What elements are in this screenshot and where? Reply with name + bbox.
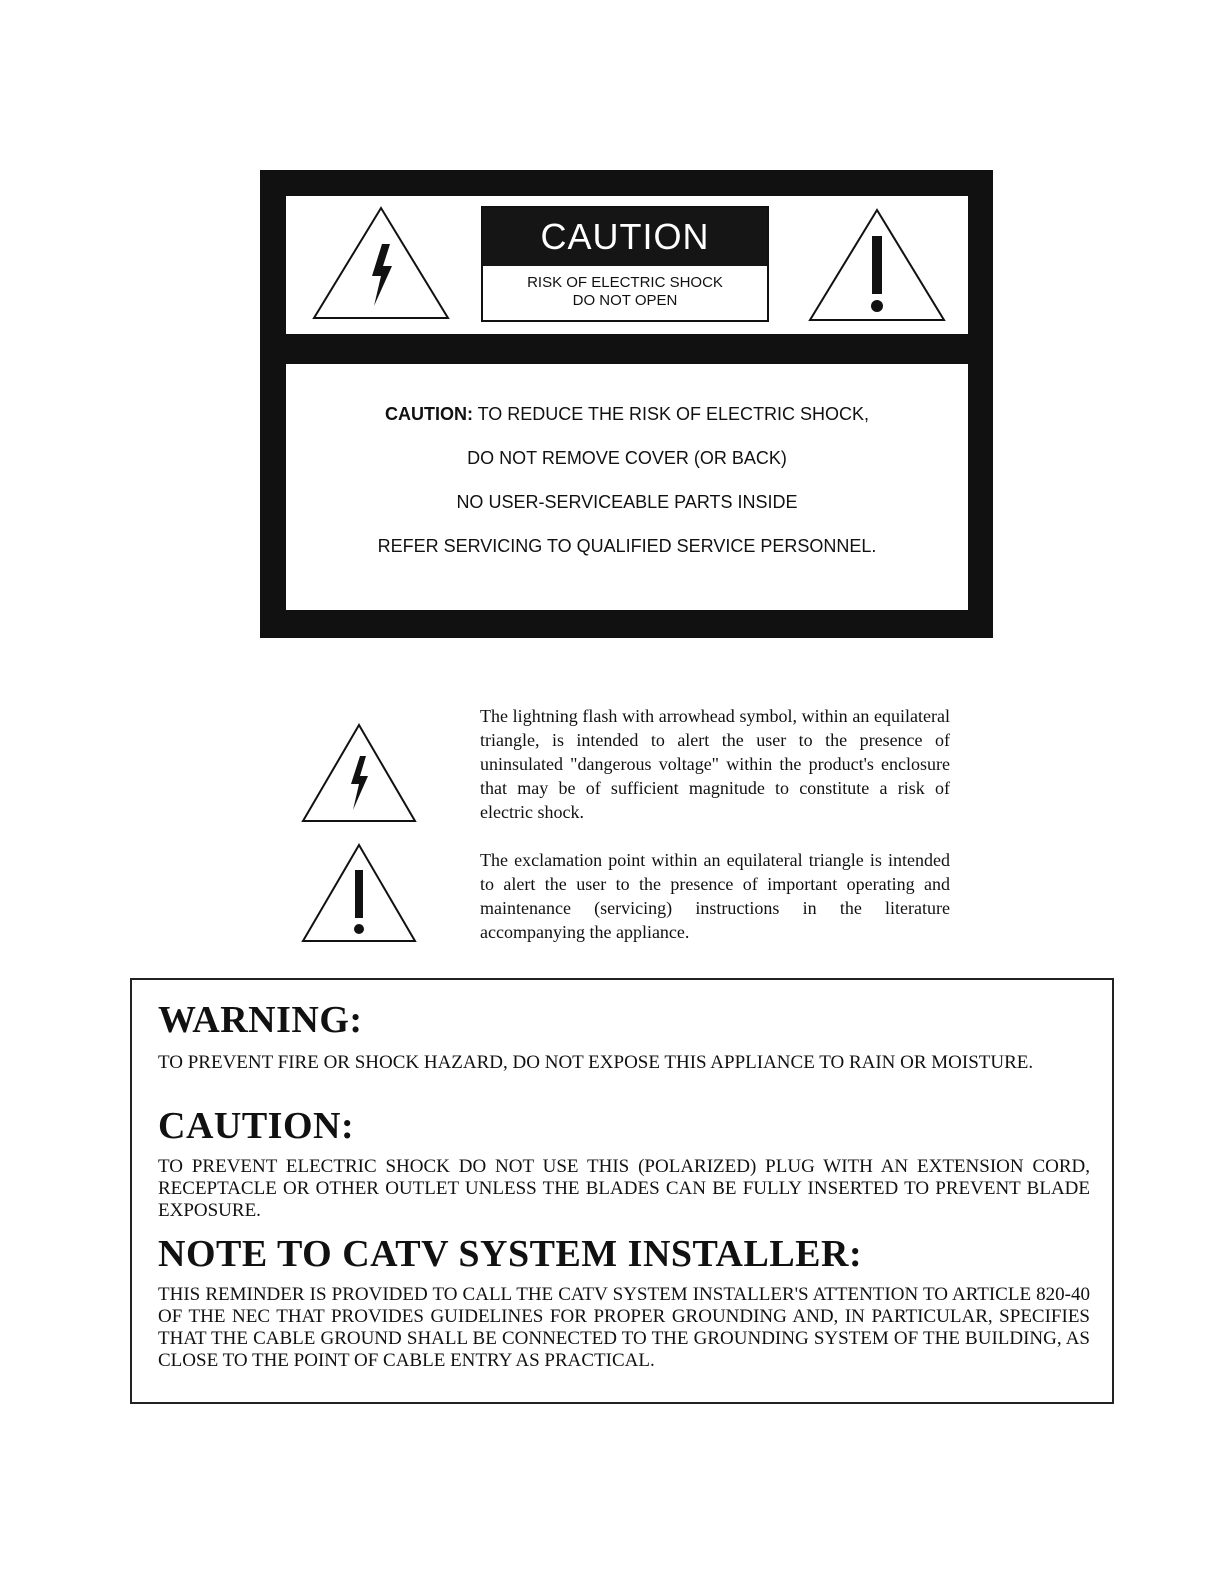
caution-label-header: [286, 196, 968, 334]
lightning-triangle-icon: [310, 204, 452, 322]
exclamation-symbol-text: The exclamation point within an equilateral triangle is intended to alert the user to the presence of important operating and maintenance (servicing) instructions in the literature accompanying the appliance.: [480, 850, 950, 942]
warning-heading: WARNING:: [158, 999, 363, 1041]
exclamation-triangle-icon: [300, 842, 418, 944]
caution-label: [260, 170, 993, 638]
caution-sub-line2: DO NOT OPEN: [572, 292, 678, 309]
caution-instruction-line-1: [286, 402, 968, 446]
caution-instruction-line-3: NO USER-SERVICEABLE PARTS INSIDE: [456, 492, 798, 512]
caution-instruction-line-2: DO NOT REMOVE COVER (OR BACK): [467, 448, 787, 468]
warning-text: TO PREVENT FIRE OR SHOCK HAZARD, DO NOT EXPOSE THIS APPLIANCE TO RAIN OR MOISTURE.: [158, 1052, 1034, 1073]
caution-line1-text: TO REDUCE THE RISK OF ELECTRIC SHOCK,: [472, 404, 870, 424]
catv-text: THIS REMINDER IS PROVIDED TO CALL THE CATV SYSTEM INSTALLER'S ATTENTION TO ARTICLE 820-40 OF THE NEC THAT PROVIDES GUIDELINES FOR PROPER GROUNDING AND, IN PARTICULAR, SPECIFIES THAT THE CABLE GROUND SHALL BE CONNECTED TO THE GROUNDING SYSTEM OF THE BUILDING, AS CLOSE TO THE POINT OF CABLE ENTRY AS PRACTICAL.: [158, 1284, 1090, 1371]
caution-sub-line1: RISK OF ELECTRIC SHOCK: [527, 274, 723, 291]
caution-instruction-line-4: REFER SERVICING TO QUALIFIED SERVICE PERSONNEL.: [377, 536, 877, 556]
caution-label-body: [286, 364, 968, 610]
catv-heading: NOTE TO CATV SYSTEM INSTALLER:: [158, 1233, 863, 1275]
caution-text: TO PREVENT ELECTRIC SHOCK DO NOT USE THIS (POLARIZED) PLUG WITH AN EXTENSION CORD, RECEPTACLE OR OTHER OUTLET UNLESS THE BLADES CAN BE FULLY INSERTED TO PREVENT BLADE EXPOSURE.: [158, 1156, 1090, 1221]
exclamation-triangle-icon: [806, 206, 948, 324]
caution-badge-title: CAUTION: [483, 208, 767, 266]
caution-badge: [481, 206, 769, 322]
caution-heading: CAUTION:: [158, 1105, 355, 1147]
lightning-triangle-icon: [300, 722, 418, 824]
warning-box: [130, 978, 1114, 1404]
caution-badge-subtitle: [483, 266, 767, 310]
lightning-symbol-text: The lightning flash with arrowhead symbol, within an equilateral triangle, is intended to alert the user to the presence of uninsulated "dangerous voltage" within the product's enclosure that may be of sufficient magnitude to constitute a risk of electric shock.: [480, 706, 950, 822]
caution-instructions: [286, 402, 968, 578]
caution-lead: CAUTION:: [384, 404, 473, 424]
